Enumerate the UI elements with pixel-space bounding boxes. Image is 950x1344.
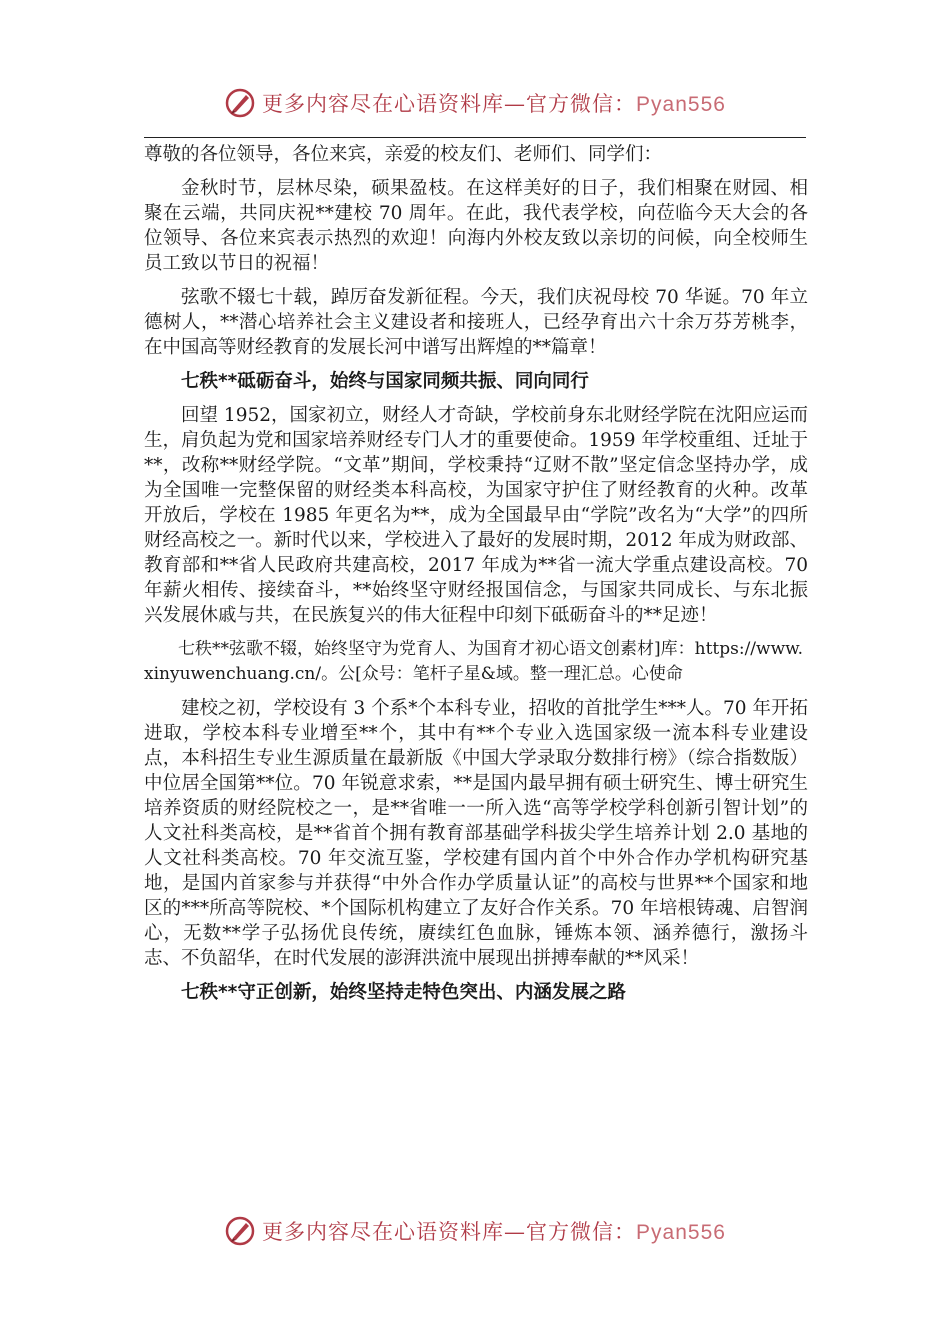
banner-text: 更多内容尽在心语资料库—官方微信：Pyan556 — [262, 92, 726, 116]
footer-banner — [0, 1211, 950, 1251]
pen-logo-icon — [224, 87, 256, 119]
header-rule — [144, 137, 806, 138]
paragraph-development: 建校之初，学校设有 3 个系*个本科专业，招收的首批学生***人。70 年开拓进取，学校本科专业增至**个，其中有**个专业入选国家级一流本科专业建设点，本科招生专业生源质量在最新版《中国大学录取分数排行榜》（综合指数版）中位居全国第**位。70 年锐意求索，**是国内最早拥有硕士研究生、博士研究生培养资质的财经院校之一，是**省唯一一所入选“高等学校学科创新引智计划”的人文社科类高校，是**省首个拥有教育部基础学科拔尖学生培养计划 2.0 基地的人文社科类高校。70 年交流互鉴，学校建有国内首个中外合作办学机构研究基地，是国内首家参与并获得“中外合作办学质量认证”的高校与世界**个国家和地区的***所高等院校、*个国际机构建立了友好合作关系。70 年培根铸魂、启智润心，无数**学子弘扬优良传统，赓续红色血脉，锤炼本领、涵养德行，激扬斗志、不负韶华，在时代发展的澎湃洪流中展现出拼搏奉献的**风采！ — [144, 698, 808, 969]
section-heading-3: 七秩**守正创新，始终坚持走特色突出、内涵发展之路 — [181, 982, 626, 1003]
document-body — [144, 142, 808, 1005]
banner-text: 更多内容尽在心语资料库—官方微信：Pyan556 — [262, 1220, 726, 1244]
section-heading-2-with-source: 七秩**弦歌不辍，始终坚守为党育人、为国育才初心语文创素材]库：https://www.xinyuwenchuang.cn/。公[众号：笔杆子星&域。整一理汇总。心使命 — [144, 639, 804, 684]
paragraph-anniversary: 弦歌不辍七十载，踔厉奋发新征程。今天，我们庆祝母校 70 华诞。70 年立德树人，**潜心培养社会主义建设者和接班人，已经孕育出六十余万芬芳桃李，在中国高等财经教育的发展长河中谱写出辉煌的**篇章！ — [144, 287, 808, 358]
section-heading-1: 七秩**砥砺奋斗，始终与国家同频共振、同向同行 — [181, 371, 589, 392]
greeting: 尊敬的各位领导，各位来宾，亲爱的校友们、老师们、同学们： — [144, 144, 663, 165]
paragraph-intro: 金秋时节，层林尽染，硕果盈枝。在这样美好的日子，我们相聚在财园、相聚在云端，共同庆祝**建校 70 周年。在此，我代表学校，向莅临今天大会的各位领导、各位来宾表示热烈的欢迎！向海内外校友致以亲切的问候，向全校师生员工致以节日的祝福！ — [144, 178, 808, 274]
paragraph-history: 回望 1952，国家初立，财经人才奇缺，学校前身东北财经学院在沈阳应运而生，肩负起为党和国家培养财经专门人才的重要使命。1959 年学校重组、迁址于**，改称**财经学院。“文革”期间，学校秉持“辽财不散”坚定信念坚持办学，成为全国唯一完整保留的财经类本科高校，为国家守护住了财经教育的火种。改革开放后，学校在 1985 年更名为**，成为全国最早由“学院”改名为“大学”的四所财经高校之一。新时代以来，学校进入了最好的发展时期，2012 年成为财政部、教育部和**省人民政府共建高校，2017 年成为**省一流大学重点建设高校。70 年薪火相传、接续奋斗，**始终坚守财经报国信念，与国家共同成长、与东北振兴发展休戚与共，在民族复兴的伟大征程中印刻下砥砺奋斗的**足迹！ — [144, 405, 808, 626]
header-banner — [0, 83, 950, 123]
pen-logo-icon — [224, 1215, 256, 1247]
